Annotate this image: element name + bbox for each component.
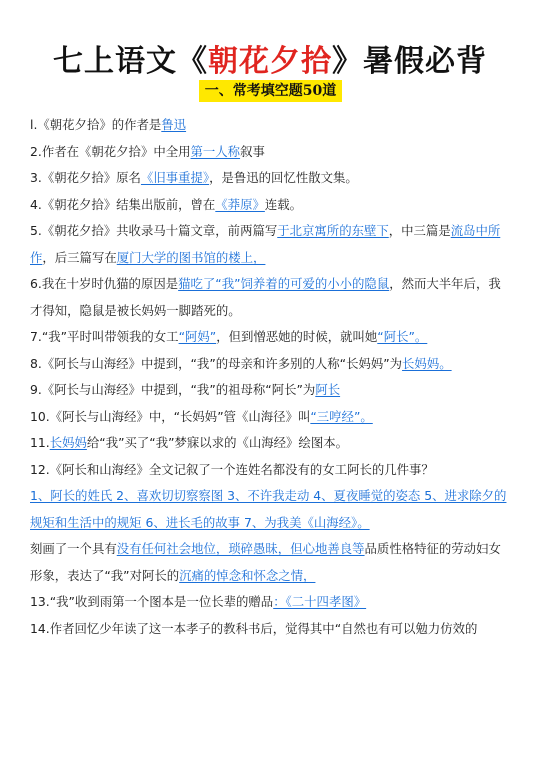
answer-text: 长妈妈。: [402, 355, 452, 371]
question-text: 6.我在十岁时仇猫的原因是: [30, 276, 179, 291]
answer-text: 鲁迅: [161, 117, 187, 132]
answer-text: 1、阿长的姓氏 2、喜欢切切察察图 3、不许我走动 4、夏夜睡觉的姿态 5、进求除夕的规矩和生活中的规矩 6、进长毛的故事 7、为我美《山海经》。: [30, 488, 507, 530]
answer-text: 猫吃了“我”饲养着的可爱的小小的隐鼠: [178, 276, 390, 291]
question-text: 9.《阿长与山海经》中提到，“我”的祖母称“阿长”为: [30, 382, 316, 397]
question-text: ，中三篇是: [388, 223, 451, 238]
question-item: [30, 351, 512, 378]
question-text: 叙事: [240, 143, 265, 159]
question-text: 4.《朝花夕拾》结集出版前，曾在: [30, 196, 216, 212]
title-part-1: 七上语文《: [53, 44, 208, 79]
question-item: [30, 589, 512, 616]
question-item: [30, 112, 512, 139]
question-list: [30, 112, 512, 642]
answer-text: “三哼经”。: [310, 408, 373, 424]
answer-text: 厦门大学的图书馆的楼上，: [116, 249, 266, 265]
answer-text: 没有任何社会地位，琐碎愚昧，但心地善良等: [116, 541, 365, 556]
answer-text: 《旧事重提》: [140, 170, 210, 185]
question-text: ，然而大半年后，我才得知，隐鼠是被长妈妈一脚踏死的。: [30, 276, 501, 318]
question-text: 14.作者回忆少年读了这一本孝子的教科书后，觉得其中“自然也有可以勉力仿效的: [30, 620, 478, 636]
answer-text: 《莽原》: [215, 196, 265, 212]
answer-text: 沉痛的悼念和怀念之情，: [179, 567, 316, 583]
question-text: 10.《阿长与山海经》中，“长妈妈”管《山海径》叫: [30, 408, 311, 424]
answer-text: “阿长”。: [377, 329, 428, 344]
question-text: 连载。: [264, 196, 303, 212]
question-text: 11.: [30, 435, 50, 450]
title-book-name: 朝花夕拾: [208, 44, 332, 79]
answer-text: 阿长: [315, 382, 341, 397]
question-item: [30, 616, 512, 643]
question-item: [30, 192, 512, 219]
question-item: [30, 377, 512, 404]
section-heading: 一、常考填空题50道: [199, 80, 342, 102]
title-part-3: 》暑假必背: [332, 44, 487, 79]
question-item: [30, 218, 512, 271]
question-text: 5.《朝花夕拾》共收录马十篇文章，前两篇写: [30, 223, 278, 238]
question-item: [30, 404, 512, 431]
question-text: 7.“我”平时叫带领我的女工: [30, 329, 179, 344]
question-text: ，是鲁迅的回忆性散文集。: [209, 170, 358, 185]
answer-text: 于北京寓所的东壁下: [277, 223, 389, 238]
question-item: [30, 324, 512, 351]
question-text: 2.作者在《朝花夕拾》中全用: [30, 143, 191, 159]
question-text: ，后三篇写在: [42, 249, 117, 265]
answer-text: 第一人称: [190, 143, 241, 159]
question-item: [30, 271, 512, 324]
answer-text: 长妈妈: [49, 435, 87, 450]
answer-text: “阿妈”: [178, 329, 217, 344]
question-item: [30, 483, 512, 536]
question-text: 品质性格特征的劳动妇女形象，表达了“我”对阿长的: [30, 541, 501, 583]
question-item: [30, 536, 512, 589]
question-text: 刻画了一个具有: [30, 541, 117, 556]
answer-text: ：《二十四孝图》: [273, 594, 367, 609]
question-text: 12.《阿长和山海经》全文记叙了一个连姓名都没有的女工阿长的几件事？: [30, 461, 434, 477]
question-item: [30, 139, 512, 166]
question-item: [30, 430, 512, 457]
question-item: [30, 165, 512, 192]
question-text: 3.《朝花夕拾》原名: [30, 170, 141, 185]
question-item: [30, 457, 512, 484]
question-text: 8.《阿长与山海经》中提到，“我”的母亲和许多别的人称“长妈妈”为: [30, 355, 403, 371]
question-text: 13.“我”收到雨第一个图本是一位长辈的赠品: [30, 594, 274, 609]
question-text: ，但到憎恶她的时候，就叫她: [216, 329, 378, 344]
page-title: [0, 36, 540, 80]
question-text: l.《朝花夕拾》的作者是: [30, 117, 162, 132]
answer-text: 流岛中所作: [30, 223, 501, 265]
question-text: 给“我”买了“我”梦寐以求的《山海经》绘图本。: [86, 435, 348, 450]
